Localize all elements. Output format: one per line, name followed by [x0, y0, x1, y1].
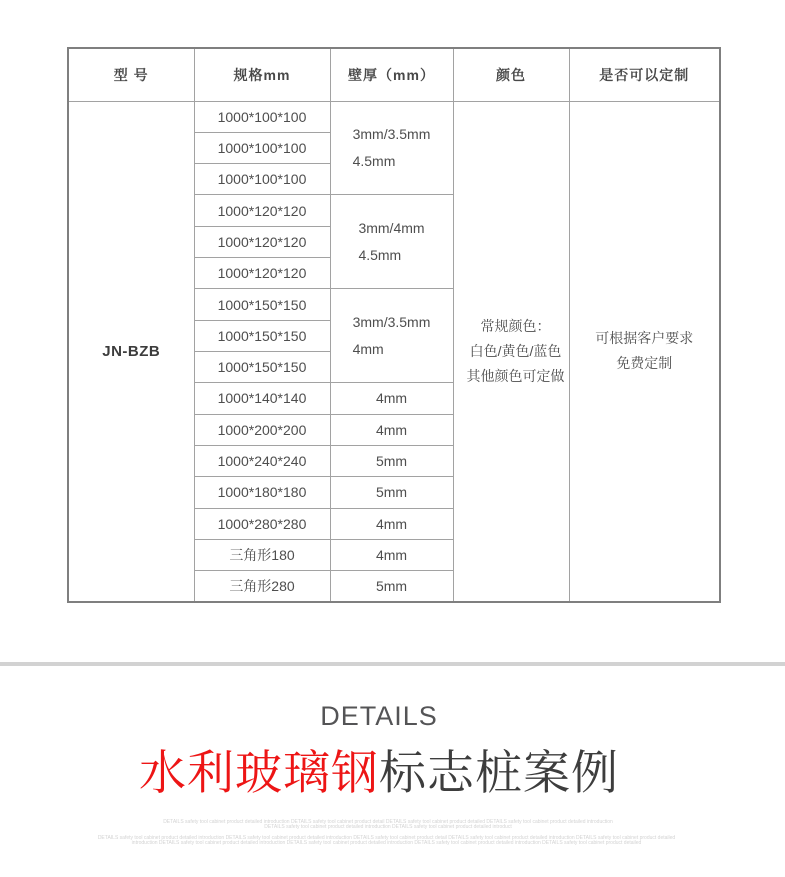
thickness-cell: 4mm: [330, 539, 453, 570]
model-cell: JN-BZB: [68, 101, 194, 602]
watermark-text-1: DETAILS safety tool cabinet product detailed introduction DETAILS safety tool cabinet product detail DETAILS safety tool cabinet product detailed DETAILS safety tool cabinet product detailed introduction DETAILS safety tool cabinet product detailed introduction DETAILS safety tool cabinet product detailed introduct: [163, 819, 613, 830]
thickness-cell: 5mm: [330, 445, 453, 476]
custom-cell: 可根据客户要求 免费定制: [569, 101, 720, 602]
thickness-cell: [330, 289, 453, 383]
thickness-cell: 5mm: [330, 571, 453, 602]
spec-cell: 三角形280: [194, 571, 330, 602]
spec-cell: 1000*100*100: [194, 164, 330, 195]
spec-cell: 1000*150*150: [194, 320, 330, 351]
thickness-text: 3mm/4mm 4.5mm: [358, 219, 425, 263]
spec-cell: 1000*280*280: [194, 508, 330, 539]
header-row: [68, 48, 720, 101]
column-header-color: 颜色: [453, 48, 569, 101]
details-heading: DETAILS: [320, 701, 438, 731]
spec-table: [67, 47, 721, 603]
spec-cell: 1000*100*100: [194, 101, 330, 132]
thickness-text: 3mm/3.5mm 4mm: [352, 313, 431, 357]
spec-cell: 1000*120*120: [194, 258, 330, 289]
thickness-cell: [330, 195, 453, 289]
watermark-text-2: DETAILS safety tool cabinet product detailed introduction DETAILS safety tool cabinet product detailed introduction DETAILS safety tool cabinet product detail DETAILS safety tool cabinet product detailed introduction DETAILS safety tool cabinet product detailed introduction DETAILS safety tool cabinet product detailed introduction DETAILS safety tool cabinet product detailed introduction DETAILS safety tool cabinet product detailed introduction DETAILS safety tool cabinet product detailed: [97, 835, 676, 846]
spec-cell: 1000*150*150: [194, 289, 330, 320]
table-row: [68, 101, 720, 132]
column-header-spec: 规格mm: [194, 48, 330, 101]
case-title: [0, 736, 758, 803]
spec-cell: 1000*200*200: [194, 414, 330, 445]
color-cell: 常规颜色： 白色/黄色/蓝色 其他颜色可定做: [453, 101, 569, 602]
thickness-cell: [330, 101, 453, 195]
spec-cell: 1000*140*140: [194, 383, 330, 414]
column-header-custom: 是否可以定制: [569, 48, 720, 101]
spec-cell: 1000*120*120: [194, 195, 330, 226]
spec-cell: 1000*240*240: [194, 445, 330, 476]
thickness-cell: 4mm: [330, 508, 453, 539]
spec-cell: 1000*150*150: [194, 352, 330, 383]
spec-cell: 1000*120*120: [194, 226, 330, 257]
section-divider: [0, 662, 785, 666]
spec-cell: 三角形180: [194, 539, 330, 570]
spec-cell: 1000*100*100: [194, 132, 330, 163]
thickness-cell: 4mm: [330, 383, 453, 414]
case-title-gray-text: 标志桩案例: [379, 746, 619, 799]
column-header-thickness: 壁厚（mm）: [330, 48, 453, 101]
column-header-model: 型 号: [68, 48, 194, 101]
thickness-cell: 4mm: [330, 414, 453, 445]
thickness-text: 3mm/3.5mm 4.5mm: [352, 125, 431, 169]
spec-cell: 1000*180*180: [194, 477, 330, 508]
case-title-red-text: 水利玻璃钢: [139, 746, 379, 799]
thickness-cell: 5mm: [330, 477, 453, 508]
